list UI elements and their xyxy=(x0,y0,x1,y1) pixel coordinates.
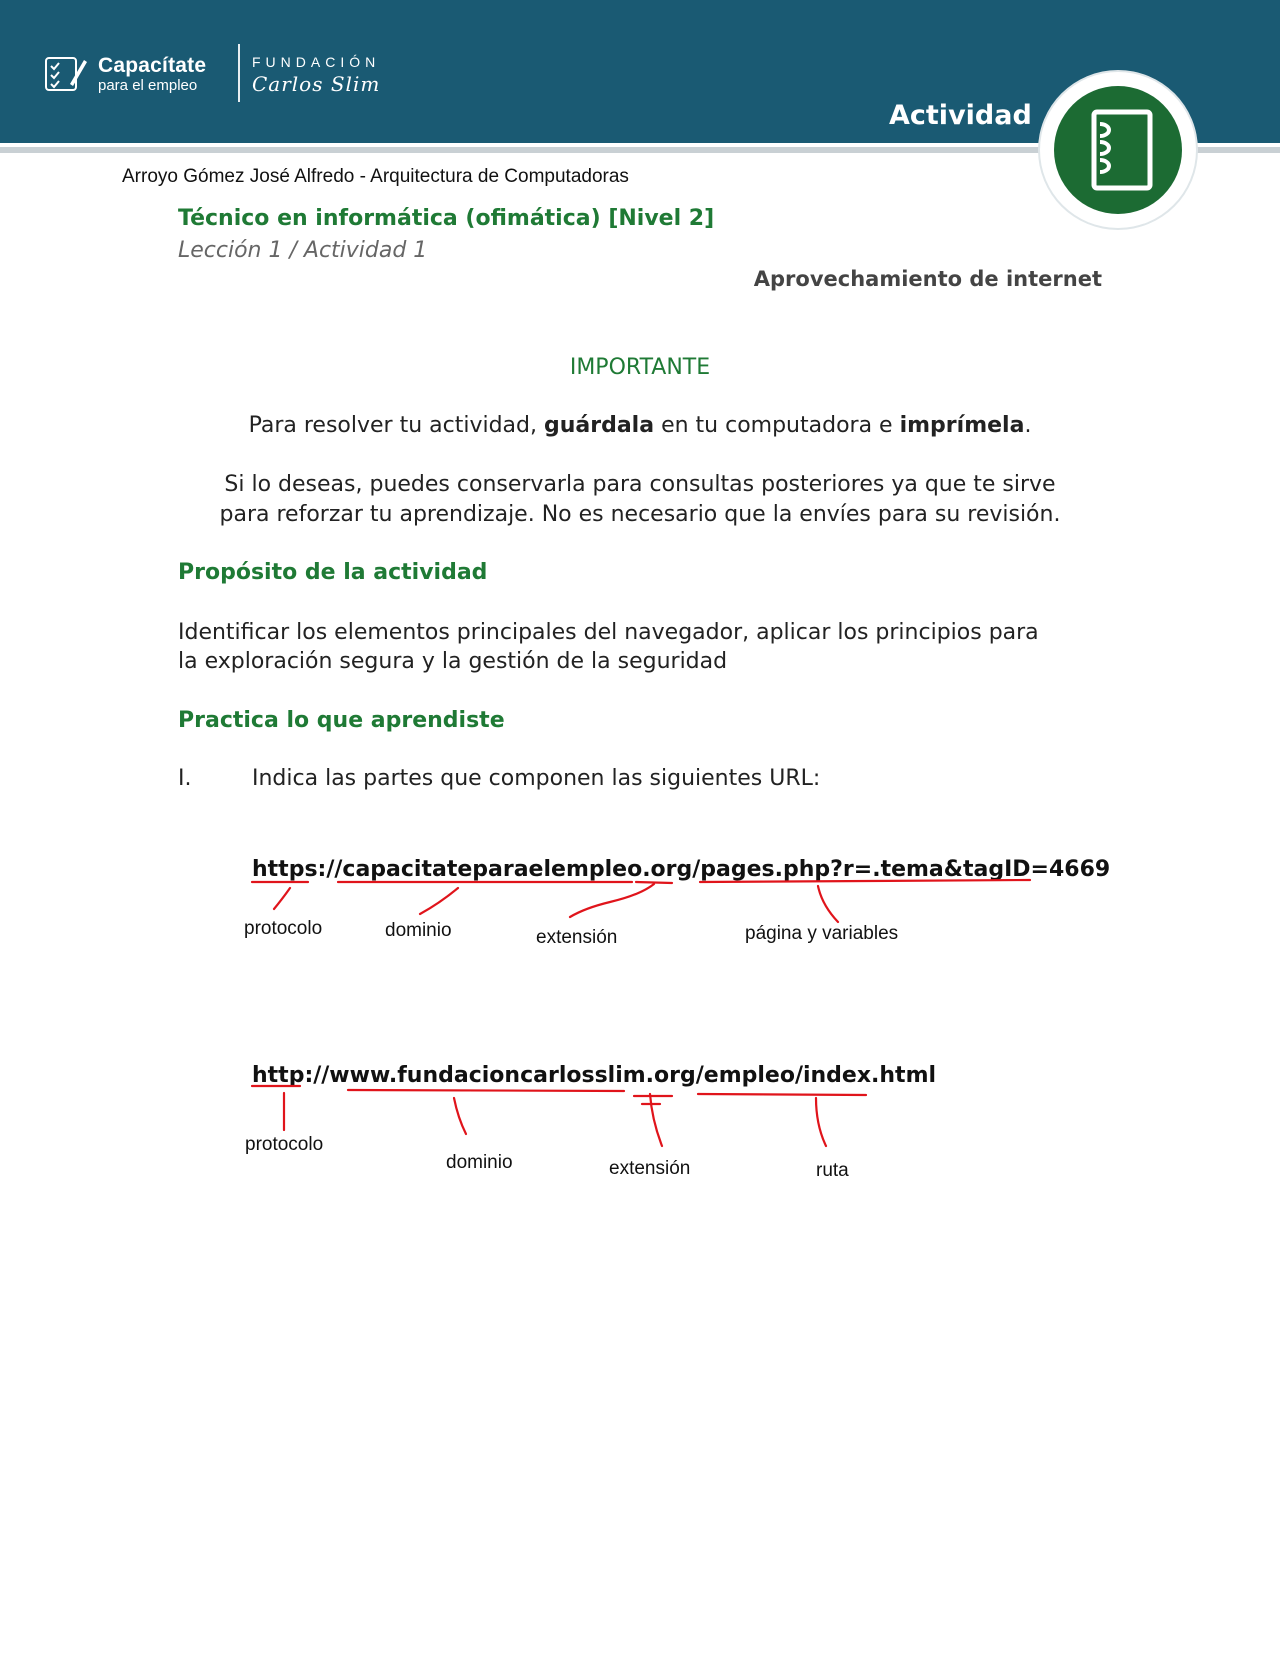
url1-label-page: página y variables xyxy=(745,923,899,944)
url1-label-domain: dominio xyxy=(385,920,452,941)
item-number: I. xyxy=(178,766,192,791)
important-heading: IMPORTANTE xyxy=(569,355,711,380)
note-line: para reforzar tu aprendizaje. No es necesario que la envíes para su revisión. xyxy=(219,502,1061,527)
url2-domain-connector xyxy=(454,1098,466,1134)
lesson-line: Lección 1 / Actividad 1 xyxy=(178,238,428,263)
url1-label-extension: extensión xyxy=(536,927,618,948)
url-2: http://www.fundacioncarlosslim.org/empleo/index.html xyxy=(252,1063,937,1088)
url1-extension-underline xyxy=(636,882,672,883)
item-text: Indica las partes que componen las siguientes URL: xyxy=(252,766,821,791)
url2-extension-connector xyxy=(650,1094,662,1146)
purpose-line: Identificar los elementos principales del navegador, aplicar los principios para xyxy=(178,620,1039,645)
course-title: Técnico en informática (ofimática) [Nivel 2] xyxy=(178,206,715,231)
subject-title: Aprovechamiento de internet xyxy=(753,267,1102,291)
instruction-part: . xyxy=(1024,413,1032,438)
instruction-bold: imprímela xyxy=(899,413,1025,438)
url2-label-extension: extensión xyxy=(609,1158,691,1179)
instruction-bold: guárdala xyxy=(543,413,655,438)
purpose-heading: Propósito de la actividad xyxy=(178,560,488,585)
url1-page-connector xyxy=(818,886,838,922)
banner-title: Actividad xyxy=(889,100,1032,131)
url2-label-domain: dominio xyxy=(446,1152,513,1173)
logo-subtitle: para el empleo xyxy=(98,77,198,94)
instruction-part: Para resolver tu actividad, xyxy=(248,413,544,438)
url-1: https://capacitateparaelempleo.org/pages.php?r=.tema&tagID=4669 xyxy=(252,857,1111,882)
purpose-line: la exploración segura y la gestión de la seguridad xyxy=(178,649,728,674)
foundation-label: FUNDACIÓN xyxy=(252,54,381,70)
url2-route-connector xyxy=(816,1098,826,1146)
author-line: Arroyo Gómez José Alfredo - Arquitectura de Computadoras xyxy=(122,166,629,187)
url1-page-underline xyxy=(700,880,1030,882)
foundation-name: Carlos Slim xyxy=(252,72,381,96)
url2-label-route: ruta xyxy=(816,1160,849,1181)
url1-domain-connector xyxy=(420,888,458,914)
instruction-part: en tu computadora e xyxy=(654,413,900,438)
url1-extension-connector xyxy=(570,884,654,917)
note-line: Si lo deseas, puedes conservarla para consultas posteriores ya que te sirve xyxy=(224,472,1056,497)
url2-route-underline xyxy=(698,1094,866,1095)
logo-title: Capacítate xyxy=(98,54,207,77)
url1-protocol-connector xyxy=(274,888,290,909)
url1-label-protocol: protocolo xyxy=(244,918,323,939)
url2-domain-underline xyxy=(348,1090,624,1091)
practice-heading: Practica lo que aprendiste xyxy=(178,708,505,733)
url2-label-protocol: protocolo xyxy=(245,1134,324,1155)
